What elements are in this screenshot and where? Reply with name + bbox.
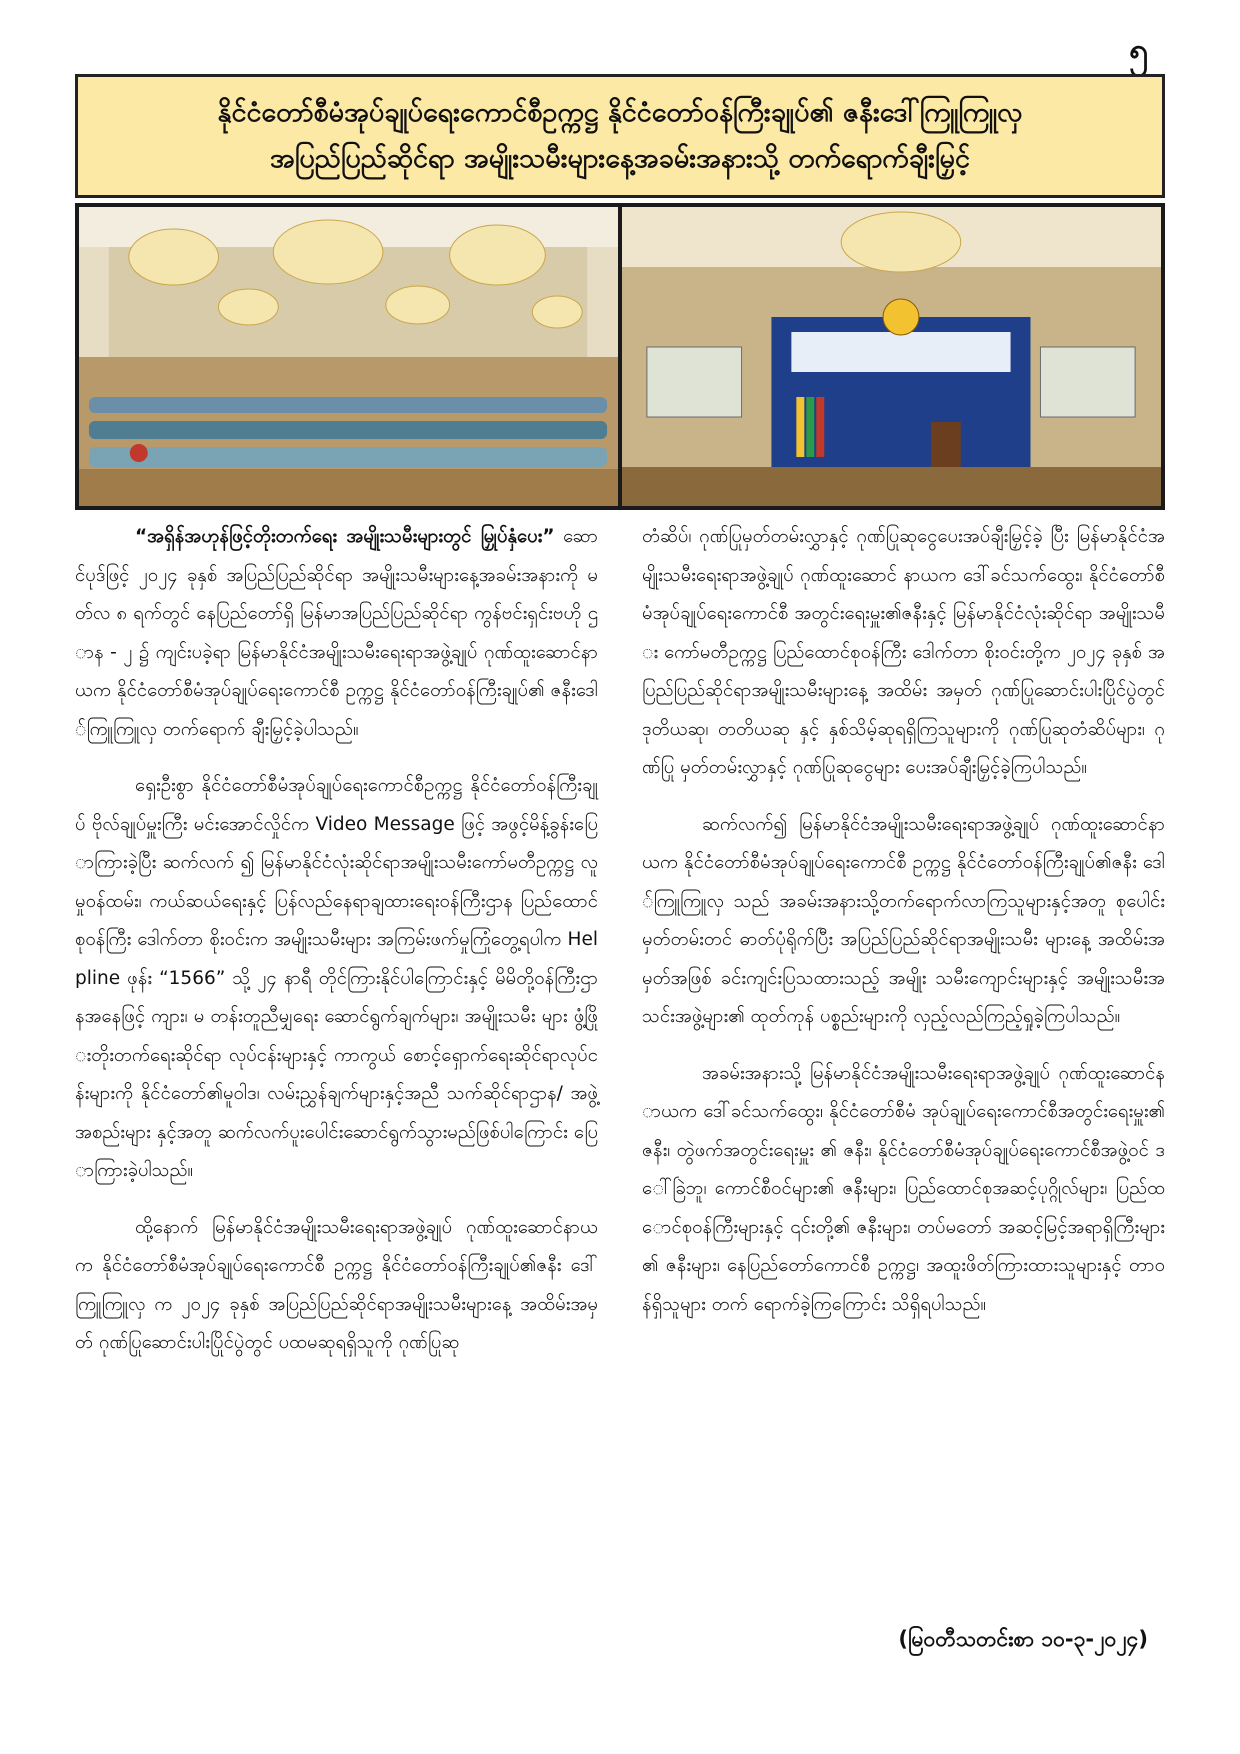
paragraph-4: ဆက်လက်၍ မြန်မာနိုင်ငံအမျိုးသမီးရေးရာအဖွဲ့ချုပ် ဂုဏ်ထူးဆောင်နာယက နိုင်ငံတော်စီမံအုပ်ချုပ်ရေးကောင်စီ ဥက္ကဋ္ဌ နိုင်ငံတော်ဝန်ကြီးချုပ်၏ဇနီး ဒေါ်ကြူကြူလှ သည် အခမ်းအနားသို့တက်ရောက်လာကြသူများနှင့်အတူ စုပေါင်း မှတ်တမ်းတင် ဓာတ်ပုံရိုက်ပြီး အပြည်ပြည်ဆိုင်ရာအမျိုးသမီး များနေ့ အထိမ်းအမှတ်အဖြစ် ခင်းကျင်းပြသထားသည့် အမျိုး သမီးကျောင်းများနှင့် အမျိုးသမီးအသင်းအဖွဲ့များ၏ ထုတ်ကုန် ပစ္စည်းများကို လှည့်လည်ကြည့်ရှုခဲ့ကြပါသည်။: [642, 813, 1165, 1027]
paragraph-2: ရှေးဦးစွာ နိုင်ငံတော်စီမံအုပ်ချုပ်ရေးကောင်စီဥက္ကဋ္ဌ နိုင်ငံတော်ဝန်ကြီးချုပ် ဗိုလ်ချုပ်မှူးကြီး မင်းအောင်လှိုင်က Video Message ဖြင့် အဖွင့်မိန့်ခွန်းပြောကြားခဲ့ပြီး ဆက်လက် ၍ မြန်မာနိုင်ငံလုံးဆိုင်ရာအမျိုးသမီးကော်မတီဥက္ကဋ္ဌ လူမှုဝန်ထမ်း၊ ကယ်ဆယ်ရေးနှင့် ပြန်လည်နေရာချထားရေးဝန်ကြီးဌာန ပြည်ထောင်စုဝန်ကြီး ဒေါက်တာ စိုးဝင်းက အမျိုးသမီးများ အကြမ်းဖက်မှုကြုံတွေ့ရပါက Helpline ဖုန်း “1566” သို့ ၂၄ နာရီ တိုင်ကြားနိုင်ပါကြောင်းနှင့် မိမိတို့ဝန်ကြီးဌာနအနေဖြင့် ကျား၊ မ တန်းတူညီမျှရေး ဆောင်ရွက်ချက်များ၊ အမျိုးသမီး များ ဖွံ့ဖြိုးတိုးတက်ရေးဆိုင်ရာ လုပ်ငန်းများနှင့် ကာကွယ် စောင့်ရှောက်ရေးဆိုင်ရာလုပ်ငန်းများကို နိုင်ငံတော်၏မူဝါဒ၊ လမ်းညွှန်ချက်များနှင့်အညီ သက်ဆိုင်ရာဌာန/ အဖွဲ့အစည်းများ နှင့်အတူ ဆက်လက်ပူးပေါင်းဆောင်ရွက်သွားမည်ဖြစ်ပါကြောင်း ပြောကြားခဲ့ပါသည်။: [75, 775, 598, 1181]
photo-stage: [622, 207, 1161, 506]
audience-hall-image: [79, 207, 618, 506]
slogan-lead: “အရှိန်အဟုန်ဖြင့်တိုးတက်ရေး အမျိုးသမီးများတွင် မြှုပ်နှံပေး”: [135, 526, 555, 547]
article-columns: [75, 518, 1165, 1381]
photo-strip: [75, 203, 1165, 510]
paragraph-5: အခမ်းအနားသို့ မြန်မာနိုင်ငံအမျိုးသမီးရေးရာအဖွဲ့ချုပ် ဂုဏ်ထူးဆောင်နာယက ဒေါ်ခင်သက်ထွေး၊ နိုင်ငံတော်စီမံ အုပ်ချုပ်ရေးကောင်စီအတွင်းရေးမှူး၏ဇနီး၊ တွဲဖက်အတွင်းရေးမှူး ၏ ဇနီး၊ နိုင်ငံတော်စီမံအုပ်ချုပ်ရေးကောင်စီအဖွဲ့ဝင် ဒေါ်ခြဲဘူ၊ ကောင်စီဝင်များ၏ ဇနီးများ၊ ပြည်ထောင်စုအဆင့်ပုဂ္ဂိုလ်များ၊ ပြည်ထောင်စုဝန်ကြီးများနှင့် ၎င်းတို့၏ ဇနီးများ၊ တပ်မတော် အဆင့်မြင့်အရာရှိကြီးများ၏ ဇနီးများ၊ နေပြည်တော်ကောင်စီ ဥက္ကဋ္ဌ၊ အထူးဖိတ်ကြားထားသူများနှင့် တာဝန်ရှိသူများ တက် ရောက်ခဲ့ကြကြောင်း သိရှိရပါသည်။: [642, 1062, 1165, 1315]
stage-image: [622, 207, 1161, 506]
page-number: ၅: [1128, 31, 1148, 71]
paragraph-3: ထို့နောက် မြန်မာနိုင်ငံအမျိုးသမီးရေးရာအဖွဲ့ချုပ် ဂုဏ်ထူးဆောင်နာယက နိုင်ငံတော်စီမံအုပ်ချုပ်ရေးကောင်စီ ဥက္ကဋ္ဌ နိုင်ငံတော်ဝန်ကြီးချုပ်၏ဇနီး ဒေါ်ကြူကြူလှ က ၂၀၂၄ ခုနှစ် အပြည်ပြည်ဆိုင်ရာအမျိုးသမီးများနေ့ အထိမ်းအမှတ် ဂုဏ်ပြုဆောင်းပါးပြိုင်ပွဲတွင် ပထမဆုရရှိသူကို ဂုဏ်ပြုဆု: [75, 1216, 598, 1353]
headline-line-1: နိုင်ငံတော်စီမံအုပ်ချုပ်ရေးကောင်စီဥက္ကဋ္ဌ နိုင်ငံတော်ဝန်ကြီးချုပ်၏ ဇနီးဒေါ်ကြူကြူလှ: [217, 97, 1023, 128]
headline-line-2: အပြည်ပြည်ဆိုင်ရာ အမျိုးသမီးများနေ့အခမ်းအနားသို့ တက်ရောက်ချီးမြှင့်: [270, 143, 970, 174]
source-credit: (မြဝတီသတင်းစာ ၁၀-၃-၂၀၂၄): [898, 1627, 1148, 1651]
paragraph-1-body: ဆောင်ပုဒ်ဖြင့် ၂၀၂၄ ခုနှစ် အပြည်ပြည်ဆိုင်ရာ အမျိုးသမီးများနေ့အခမ်းအနားကို မတ်လ ၈ ရက်တွင် နေပြည်တော်ရှိ မြန်မာအပြည်ပြည်ဆိုင်ရာ ကွန်ဗင်းရှင်းဗဟို ဌာန - ၂ ၌ ကျင်းပခဲ့ရာ မြန်မာနိုင်ငံအမျိုးသမီးရေးရာအဖွဲ့ချုပ် ဂုဏ်ထူးဆောင်နာယက နိုင်ငံတော်စီမံအုပ်ချုပ်ရေးကောင်စီ ဥက္ကဋ္ဌ နိုင်ငံတော်ဝန်ကြီးချုပ်၏ ဇနီးဒေါ်ကြူကြူလှ တက်ရောက် ချီးမြှင့်ခဲ့ပါသည်။: [75, 526, 598, 740]
photo-audience-hall: [79, 207, 618, 506]
paragraph-1: [75, 518, 598, 749]
headline-box: [75, 74, 1165, 198]
paragraph-3-continued: တံဆိပ်၊ ဂုဏ်ပြုမှတ်တမ်းလွှာနှင့် ဂုဏ်ပြုဆုငွေပေးအပ်ချီးမြှင့်ခဲ့ ပြီး မြန်မာနိုင်ငံအမျိုးသမီးရေးရာအဖွဲ့ချုပ် ဂုဏ်ထူးဆောင် နာယက ဒေါ်ခင်သက်ထွေး၊ နိုင်ငံတော်စီမံအုပ်ချုပ်ရေးကောင်စီ အတွင်းရေးမှူး၏ဇနီးနှင့် မြန်မာနိုင်ငံလုံးဆိုင်ရာ အမျိုးသမီး ကော်မတီဥက္ကဋ္ဌ ပြည်ထောင်စုဝန်ကြီး ဒေါက်တာ စိုးဝင်းတို့က ၂၀၂၄ ခုနှစ် အပြည်ပြည်ဆိုင်ရာအမျိုးသမီးများနေ့ အထိမ်း အမှတ် ဂုဏ်ပြုဆောင်းပါးပြိုင်ပွဲတွင် ဒုတိယဆု၊ တတိယဆု နှင့် နှစ်သိမ့်ဆုရရှိကြသူများကို ဂုဏ်ပြုဆုတံဆိပ်များ၊ ဂုဏ်ပြု မှတ်တမ်းလွှာနှင့် ဂုဏ်ပြုဆုငွေများ ပေးအပ်ချီးမြှင့်ခဲ့ကြပါသည်။: [642, 526, 1165, 778]
article-column-right: [642, 518, 1165, 1381]
article-column-left: [75, 518, 598, 1381]
